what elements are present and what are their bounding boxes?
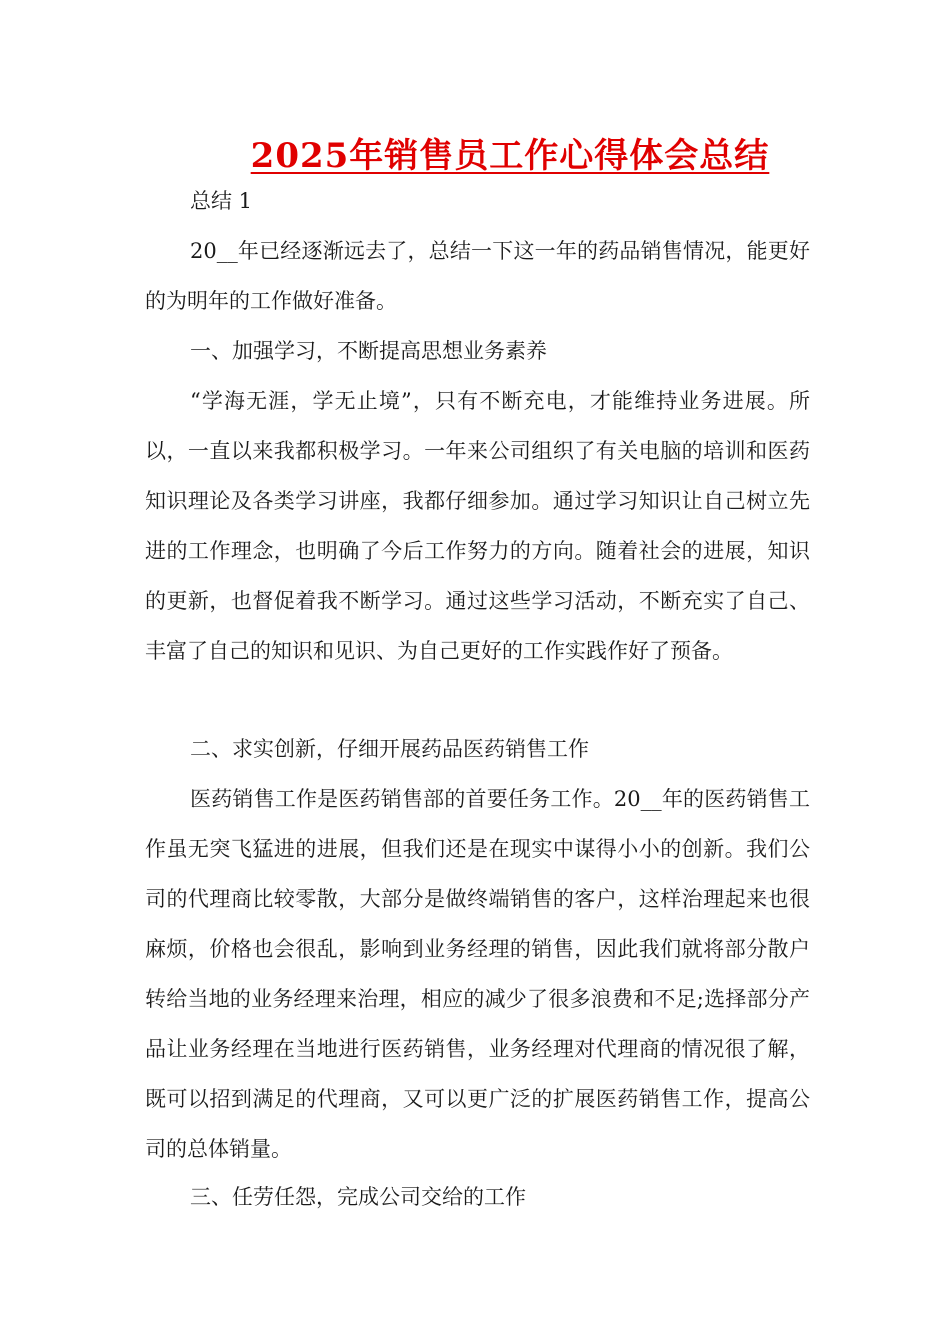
section-1-heading: 一、加强学习，不断提高思想业务素养 [190, 339, 547, 363]
summary-label: 总结 1 [190, 189, 253, 213]
document-title [0, 128, 950, 177]
intro-paragraph [145, 226, 810, 326]
section-1-paragraph [145, 376, 810, 676]
section-2-paragraph [145, 774, 810, 1174]
intro-text: 20__年已经逐渐远去了，总结一下这一年的药品销售情况，能更好的为明年的工作做好准备。 [145, 239, 810, 313]
document-title-text: 2025年销售员工作心得体会总结 [250, 136, 770, 176]
section-3-heading: 三、任劳任怨，完成公司交给的工作 [190, 1185, 526, 1209]
section-1-text: “学海无涯，学无止境”，只有不断充电，才能维持业务进展。所以，一直以来我都积极学习。一年来公司组织了有关电脑的培训和医药知识理论及各类学习讲座，我都仔细参加。通过学习知识让自己树立先进的工作理念，也明确了今后工作努力的方向。随着社会的进展，知识的更新，也督促着我不断学习。通过这些学习活动，不断充实了自己、丰富了自己的知识和见识、为自己更好的工作实践作好了预备。 [145, 389, 810, 663]
section-2-heading: 二、求实创新，仔细开展药品医药销售工作 [190, 737, 589, 761]
section-2-text: 医药销售工作是医药销售部的首要任务工作。20__年的医药销售工作虽无突飞猛进的进展，但我们还是在现实中谋得小小的创新。我们公司的代理商比较零散，大部分是做终端销售的客户，这样治理起来也很麻烦，价格也会很乱，影响到业务经理的销售，因此我们就将部分散户转给当地的业务经理来治理，相应的减少了很多浪费和不足;选择部分产品让业务经理在当地进行医药销售，业务经理对代理商的情况很了解，既可以招到满足的代理商，又可以更广泛的扩展医药销售工作，提高公司的总体销量。 [145, 787, 810, 1161]
